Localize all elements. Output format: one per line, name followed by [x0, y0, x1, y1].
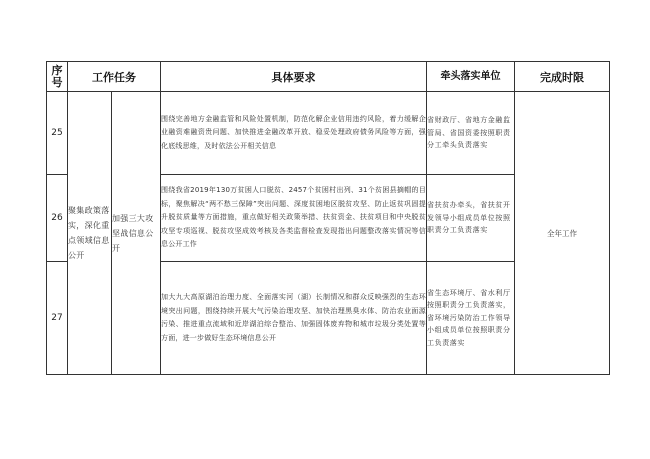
table-row: [47, 92, 610, 175]
row-number: 26: [47, 175, 68, 262]
header-requirement: 具体要求: [161, 62, 427, 92]
requirement-text: 加大九大高原湖泊治理力度、全面落实河（湖）长制情况和群众反映强烈的生态环境突出问题，围绕持续开展大气污染治理攻坚、加快治理黑臭水体、防治农业面源污染、推进重点流域和近岸湖泊综合整治、加强固体废弃物和城市垃圾分类处置等方面，进一步做好生态环境信息公开: [161, 262, 427, 375]
owner-text: 省生态环境厅、省水利厅按照职责分工负责落实，省环境污染防治工作领导小组成员单位按照职责分工负责落实: [427, 262, 515, 375]
row-number: 27: [47, 262, 68, 375]
row-number: 25: [47, 92, 68, 175]
owner-text: 省扶贫办牵头，省扶贫开发领导小组成员单位按照职责分工负责落实: [427, 175, 515, 262]
task-category: 聚集政策落实，深化重点领域信息公开: [68, 92, 112, 375]
table-header-row: [47, 62, 610, 92]
deadline-text: 全年工作: [515, 92, 610, 375]
header-owner: 牵头落实单位: [427, 62, 515, 92]
requirement-text: 围绕我省2019年130万贫困人口脱贫、2457个贫困村出列、31个贫困县摘帽的目标，聚焦解决“两不愁三保障”突出问题、深度贫困地区脱贫攻坚、防止返贫巩固提升脱贫质量等方面措施，重点做好相关政策举措、扶贫资金、扶贫项目和中央脱贫攻坚专项巡视、脱贫攻坚成效考核及各类监督检查发现指出问题整改落实情况等信息公开工作: [161, 175, 427, 262]
owner-text: 省财政厅、省地方金融监管局、省国资委按照职责分工牵头负责落实: [427, 92, 515, 175]
requirement-text: 围绕完善地方金融监管和风险处置机制，防范化解企业信用违约风险，着力缓解企业融资难融资贵问题、加快推进金融改革开放、稳妥处理政府债务风险等方面，强化底线思维，及时依法公开相关信息: [161, 92, 427, 175]
task-subtask: 加强三大攻坚战信息公开: [112, 92, 161, 375]
task-table: [46, 61, 610, 375]
header-seq: 序号: [47, 62, 68, 92]
header-task: 工作任务: [68, 62, 161, 92]
header-deadline: 完成时限: [515, 62, 610, 92]
